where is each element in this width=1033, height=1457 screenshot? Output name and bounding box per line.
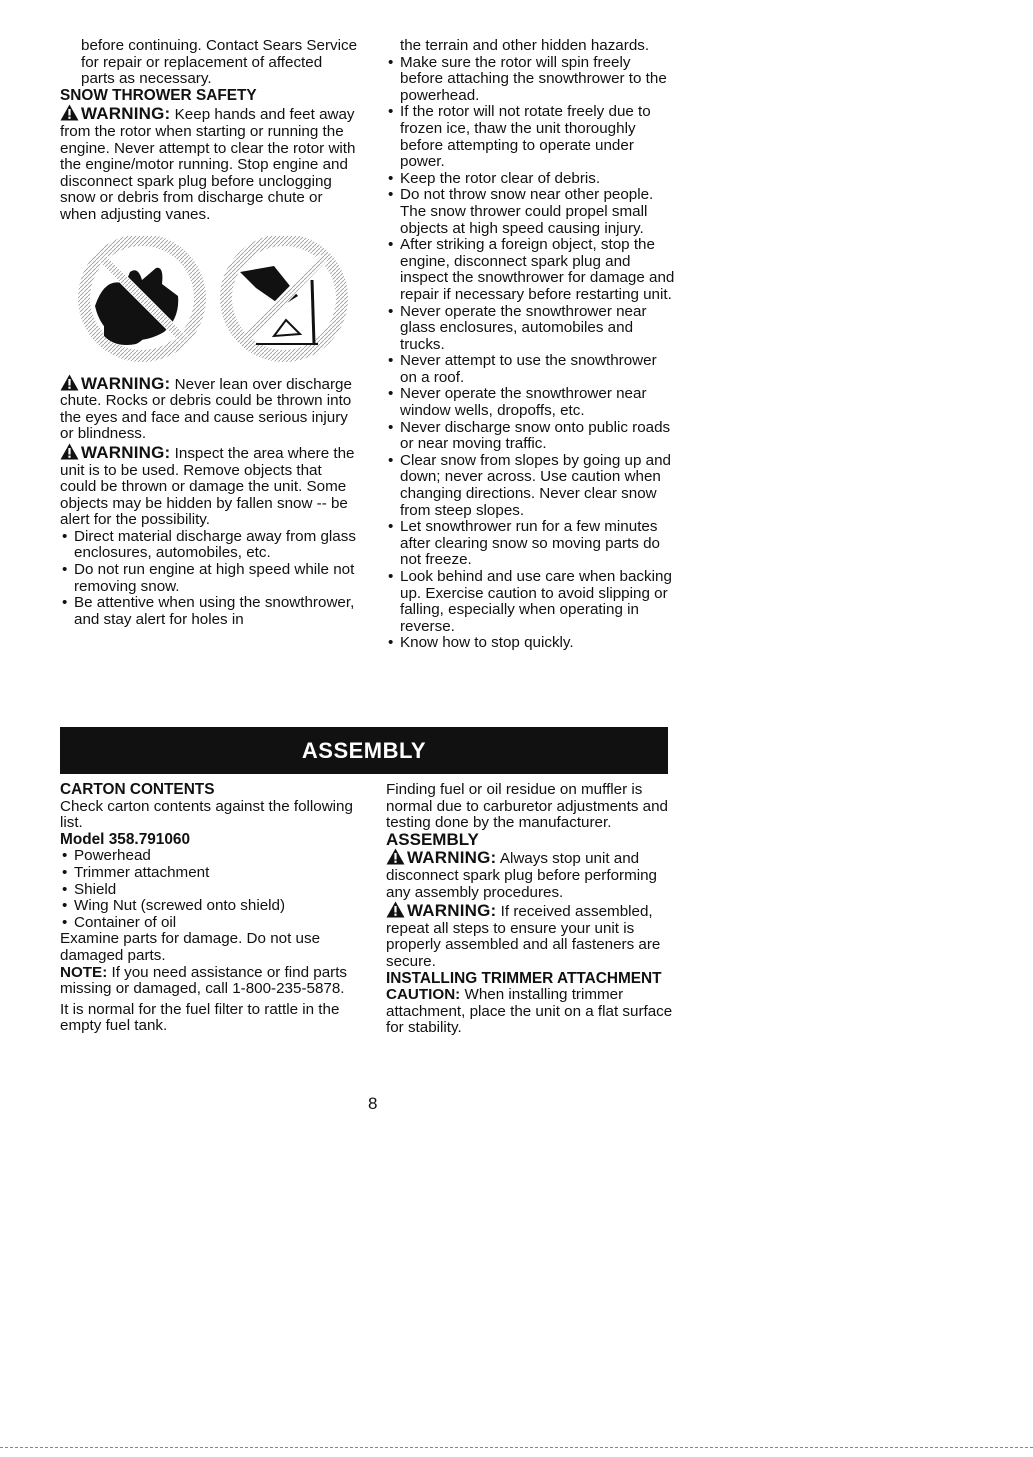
caution-label: CAUTION: xyxy=(386,986,461,1004)
list-item: • Keep the rotor clear of debris. xyxy=(386,171,676,188)
left-top-column xyxy=(60,38,360,628)
list-item: • Look behind and use care when backing up. Exercise caution to avoid slipping or falling, especially when operating in reverse. xyxy=(386,569,676,635)
warning-text: Inspect the area where the unit is to be used. Remove objects that could be thrown or damage the unit. Some objects may be hidden by fallen snow -- be alert for the possibility. xyxy=(60,444,355,529)
warning-label: WARNING: xyxy=(407,848,497,868)
model-number: Model 358.791060 xyxy=(60,830,191,848)
list-item: • Clear snow from slopes by going up and down; never across. Use caution when changing directions. Never clear snow from steep slopes. xyxy=(386,453,676,519)
left-top-bullets xyxy=(60,529,360,629)
right-bottom-column xyxy=(386,782,678,1037)
list-item: • After striking a foreign object, stop the engine, disconnect spark plug and inspect the snowthrower for damage and repair if necessary before restarting unit. xyxy=(386,237,676,303)
assembly-heading: ASSEMBLY xyxy=(386,829,479,849)
list-item: • Never operate the snowthrower near glass enclosures, automobiles and trucks. xyxy=(386,304,676,354)
list-item: • Container of oil xyxy=(60,915,360,932)
left-bottom-column xyxy=(60,782,360,1035)
warning-stop-unit xyxy=(386,848,678,901)
list-item: • Do not run engine at high speed while not removing snow. xyxy=(60,562,360,595)
footer-divider xyxy=(0,1447,1033,1448)
fuel-filter-text: It is normal for the fuel filter to rattle in the empty fuel tank. xyxy=(60,1000,340,1035)
warning-triangle-icon xyxy=(386,901,405,918)
warning-label: WARNING: xyxy=(407,901,497,921)
safety-illustration xyxy=(60,236,360,366)
warning-keep-hands xyxy=(60,104,360,223)
warning-triangle-icon xyxy=(60,443,79,460)
warning-text: Keep hands and feet away from the rotor when starting or running the engine. Never attempt to clear the rotor with the engine/motor running. Stop engine and disconnect spark plug before unclogging snow or debris from discharge chute or when adjusting vanes. xyxy=(60,106,356,223)
prohibition-hands-icon xyxy=(84,240,200,356)
installing-trimmer-heading: INSTALLING TRIMMER ATTACHMENT xyxy=(386,969,662,987)
page-number: 8 xyxy=(368,1094,378,1113)
caution-paragraph xyxy=(386,987,678,1037)
intro-text: before continuing. Contact Sears Service for repair or replacement of affected parts as necessary. xyxy=(81,37,358,88)
right-top-column xyxy=(386,38,676,652)
list-item: • Be attentive when using the snowthrower, and stay alert for holes in xyxy=(60,595,360,628)
assembly-banner xyxy=(60,727,668,774)
warning-triangle-icon xyxy=(386,848,405,865)
residue-text: Finding fuel or oil residue on muffler is normal due to carburetor adjustments and testing done by the manufacturer. xyxy=(386,781,668,832)
warning-received-assembled xyxy=(386,901,678,970)
warning-inspect-area xyxy=(60,443,360,529)
carton-intro: Check carton contents against the following list. xyxy=(60,797,353,832)
warning-label: WARNING: xyxy=(81,373,171,393)
list-item: • Never operate the snowthrower near window wells, dropoffs, etc. xyxy=(386,386,676,419)
carton-items xyxy=(60,848,360,931)
list-item: • Do not throw snow near other people. The snow thrower could propel small objects at high speed causing injury. xyxy=(386,187,676,237)
examine-text: Examine parts for damage. Do not use damaged parts. xyxy=(60,930,321,964)
snow-thrower-safety-heading: SNOW THROWER SAFETY xyxy=(60,86,257,104)
warning-text: Always stop unit and disconnect spark plug before performing any assembly procedures. xyxy=(386,850,657,901)
list-item: • Never attempt to use the snowthrower on a roof. xyxy=(386,353,676,386)
list-item: • Direct material discharge away from glass enclosures, automobiles, etc. xyxy=(60,529,360,562)
list-item: • Never discharge snow onto public roads or near moving traffic. xyxy=(386,420,676,453)
note-text: If you need assistance or find parts missing or damaged, call 1-800-235-5878. xyxy=(60,963,348,998)
list-item: • Powerhead xyxy=(60,848,360,865)
note-label: NOTE: xyxy=(60,963,108,981)
warning-text: If received assembled, repeat all steps to ensure your unit is properly assembled and all fasteners are secure. xyxy=(386,903,661,970)
list-item: • Know how to stop quickly. xyxy=(386,635,676,652)
continued-text: the terrain and other hidden hazards. xyxy=(400,37,650,54)
warning-triangle-icon xyxy=(60,104,79,121)
list-item: • Let snowthrower run for a few minutes after clearing snow so moving parts do not freeze. xyxy=(386,519,676,569)
list-item: • If the rotor will not rotate freely due to frozen ice, thaw the unit thoroughly before attempting to operate under power. xyxy=(386,104,676,170)
warning-label: WARNING: xyxy=(81,442,171,462)
warning-label: WARNING: xyxy=(81,104,171,124)
list-item: • Trimmer attachment xyxy=(60,865,360,882)
warning-text: Never lean over discharge chute. Rocks or debris could be thrown into the eyes and face and cause serious injury or blindness. xyxy=(60,375,352,443)
banner-title: ASSEMBLY xyxy=(301,737,427,763)
prohibition-rotor-icon xyxy=(226,240,342,356)
warning-triangle-icon xyxy=(60,374,79,391)
right-top-bullets xyxy=(386,55,676,652)
carton-contents-heading: CARTON CONTENTS xyxy=(60,781,215,798)
caution-text: When installing trimmer attachment, place the unit on a flat surface for stability. xyxy=(386,986,673,1037)
note-paragraph xyxy=(60,965,360,998)
list-item: • Make sure the rotor will spin freely before attaching the snowthrower to the powerhead. xyxy=(386,55,676,105)
list-item: • Shield xyxy=(60,882,360,899)
warning-discharge-chute xyxy=(60,374,360,443)
list-item: • Wing Nut (screwed onto shield) xyxy=(60,898,360,915)
